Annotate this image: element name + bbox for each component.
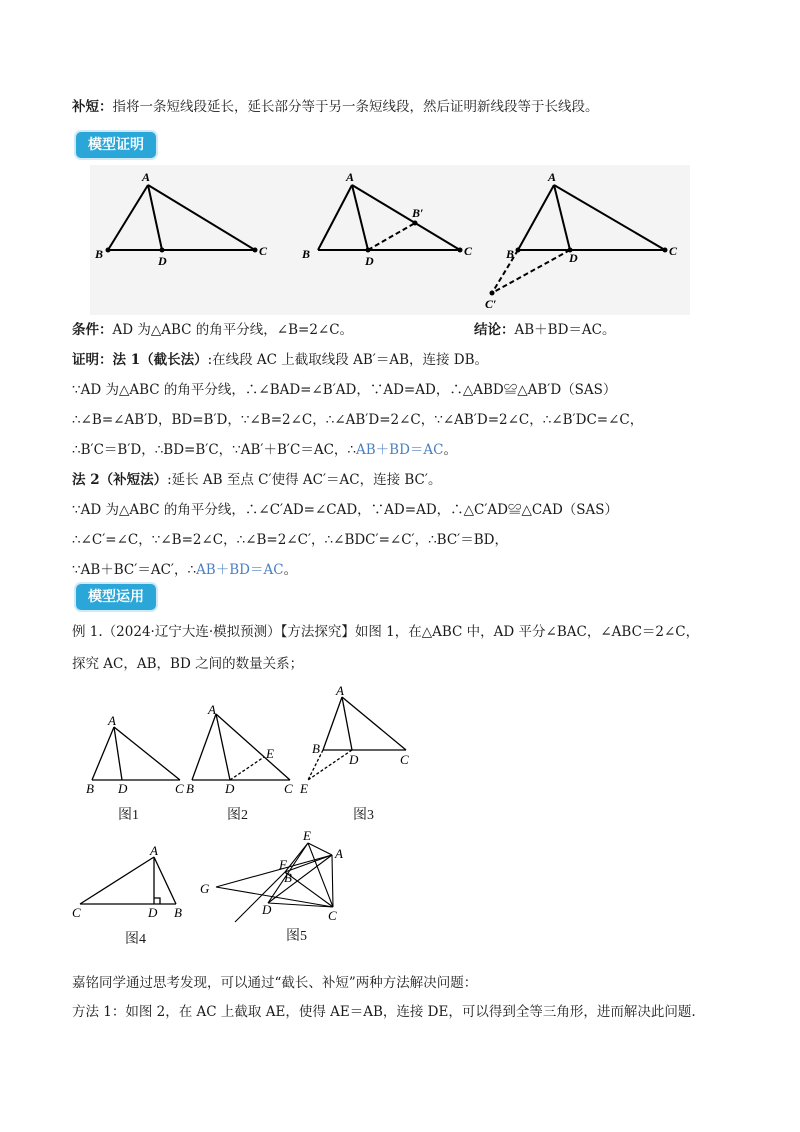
point-d xyxy=(160,248,165,253)
fig5-label-e: E xyxy=(303,828,311,843)
fig1-label-d: D xyxy=(118,781,128,795)
fig5-label-b: B xyxy=(284,870,292,885)
label-c: C xyxy=(259,244,268,258)
fig2-label-e: E xyxy=(266,746,274,761)
example-figures-row1 xyxy=(80,680,420,795)
example-line-2: 探究 AC，AB，BD 之间的数量关系； xyxy=(72,656,304,672)
conclusion-text: AB＋BD＝AC。 xyxy=(514,322,616,338)
fig1-label-a: A xyxy=(108,713,116,728)
fig4-lines xyxy=(80,857,176,904)
fig5-lines xyxy=(216,843,333,922)
proof-line-6-end: 。 xyxy=(283,562,298,578)
label-b: B xyxy=(95,247,104,261)
supplement-label: 补短： xyxy=(72,99,113,115)
fig2-label-d: D xyxy=(225,781,235,795)
point-c1 xyxy=(490,291,495,296)
point-b xyxy=(106,248,111,253)
fig4-label-c: C xyxy=(72,905,81,920)
conclusion-line xyxy=(474,320,616,340)
method2-text: :延长 AB 至点 C′使得 AC′＝AC，连接 BC′。 xyxy=(167,472,442,488)
fig3-lines xyxy=(308,697,406,780)
label-b: B xyxy=(506,247,515,261)
label-d: D xyxy=(158,254,167,268)
label-d: D xyxy=(569,251,578,265)
fig1-lines xyxy=(92,727,180,780)
fig2-label-b: B xyxy=(186,781,194,795)
point-d xyxy=(366,248,371,253)
fig4-caption: 图4 xyxy=(125,932,146,947)
method1-text: :在线段 AC 上截取线段 AB′＝AB，连接 DB。 xyxy=(207,352,489,368)
label-b1: B′ xyxy=(412,206,424,220)
segment-ab xyxy=(92,727,114,780)
fig5-label-f: F xyxy=(279,857,287,872)
figure-background xyxy=(90,165,690,315)
fig5-caption: 图5 xyxy=(286,929,307,944)
proof-line-1: ∵AD 为△ABC 的角平分线，∴∠BAD=∠B′AD，∵AD=AD，∴△ABD≌△AB′D（SAS） xyxy=(72,382,617,398)
fig3-label-c: C xyxy=(400,752,409,767)
fig1-label-c: C xyxy=(175,781,184,795)
segment-ad xyxy=(114,727,122,780)
label-b: B xyxy=(302,247,311,261)
fig1-caption: 图1 xyxy=(118,808,139,823)
segment-ab xyxy=(154,857,176,904)
point-c xyxy=(458,248,463,253)
segment-gc xyxy=(216,887,333,907)
fig3-caption: 图3 xyxy=(353,808,374,823)
segment-de-dashed xyxy=(230,757,264,780)
segment-ac xyxy=(332,855,333,907)
label-a: A xyxy=(142,170,151,184)
proof-method1-line xyxy=(72,350,488,370)
condition-line xyxy=(72,320,353,340)
fig5-label-a: A xyxy=(335,846,343,861)
label-c: C xyxy=(669,244,678,258)
proof-line-6-text: ∵AB＋BC′＝AC′，∴ xyxy=(72,562,197,578)
method2-label: 法 2（补短法） xyxy=(72,472,168,488)
fig2-lines xyxy=(192,714,290,780)
conclusion-label: 结论： xyxy=(474,322,515,338)
proof-line-2: ∴∠B=∠AB′D，BD=B′D，∵∠B=2∠C，∴∠AB′D=2∠C，∵∠AB′D=2∠C，∴∠B′DC=∠C， xyxy=(72,412,644,428)
condition-label: 条件： xyxy=(72,322,113,338)
segment-ac xyxy=(342,697,406,750)
fig2-label-c: C xyxy=(284,781,293,795)
segment-ac xyxy=(216,714,290,780)
fig3-label-e: E xyxy=(300,781,308,795)
proof-line-3-text: ∴B′C＝B′D，∴BD=B′C，∵AB′＋B′C＝AC，∴ xyxy=(72,442,356,458)
right-angle-mark xyxy=(154,898,160,904)
example-line-1: 例 1.（2024·辽宁大连·模拟预测）【方法探究】如图 1，在△ABC 中，AD 平分∠BAC，∠ABC＝2∠C， xyxy=(72,624,700,640)
fig5-label-d: D xyxy=(262,902,272,917)
fig5-label-g: G xyxy=(200,881,210,896)
example-figures-row2 xyxy=(70,825,370,925)
segment-ca xyxy=(80,857,154,904)
fig3-label-a: A xyxy=(336,683,344,698)
fig5-label-c: C xyxy=(328,908,337,923)
proof-line-3-end: 。 xyxy=(443,442,457,458)
fig2-label-a: A xyxy=(208,702,216,717)
point-b xyxy=(516,248,521,253)
proof-line-3-result: AB＋BD＝AC xyxy=(355,442,444,458)
label-c: C xyxy=(464,244,473,258)
segment-ab xyxy=(192,714,216,780)
condition-text: AD 为△ABC 的角平分线，∠B=2∠C。 xyxy=(112,322,354,338)
fig3-label-d: D xyxy=(349,752,359,767)
supplement-line xyxy=(72,97,599,117)
discussion-line-1: 嘉铭同学通过思考发现，可以通过“截长、补短”两种方法解决问题： xyxy=(72,975,478,991)
fig4-label-a: A xyxy=(150,843,158,858)
proof-method2-line xyxy=(72,470,441,490)
segment-ad xyxy=(342,697,352,750)
proof-line-5: ∴∠C′=∠C，∵∠B=2∠C，∴∠B=2∠C′，∴∠BDC′=∠C′，∴BC′＝BD， xyxy=(72,532,508,548)
fig4-label-b: B xyxy=(174,905,182,920)
section-badge-model-proof: 模型证明 xyxy=(76,132,156,158)
segment-ab xyxy=(323,697,342,750)
section-badge-model-application: 模型运用 xyxy=(76,584,156,610)
method1-label: 证明：法 1（截长法） xyxy=(72,352,208,368)
fig2-caption: 图2 xyxy=(227,808,248,823)
supplement-text: 指将一条短线段延长，延长部分等于另一条短线段，然后证明新线段等于长线段。 xyxy=(112,99,599,115)
label-c1: C′ xyxy=(485,297,497,311)
model-figures xyxy=(90,165,690,315)
discussion-line-2: 方法 1：如图 2，在 AC 上截取 AE，使得 AE＝AB，连接 DE，可以得到全等三角形，进而解决此问题. xyxy=(72,1004,696,1020)
proof-line-4: ∵AD 为△ABC 的角平分线，∴∠C′AD=∠CAD，∵AD=AD，∴△C′AD≌△CAD（SAS） xyxy=(72,502,619,518)
proof-line-6-result: AB＋BD＝AC xyxy=(196,562,284,578)
label-a: A xyxy=(346,170,355,184)
point-c xyxy=(253,248,258,253)
proof-line-3 xyxy=(72,440,457,460)
fig1-label-b: B xyxy=(86,781,94,795)
point-b1 xyxy=(413,221,418,226)
point-c xyxy=(663,248,668,253)
label-d: D xyxy=(365,254,374,268)
proof-line-6 xyxy=(72,560,297,580)
fig4-label-d: D xyxy=(148,905,158,920)
fig3-label-b: B xyxy=(312,741,320,756)
label-a: A xyxy=(548,170,557,184)
segment-ac xyxy=(114,727,180,780)
